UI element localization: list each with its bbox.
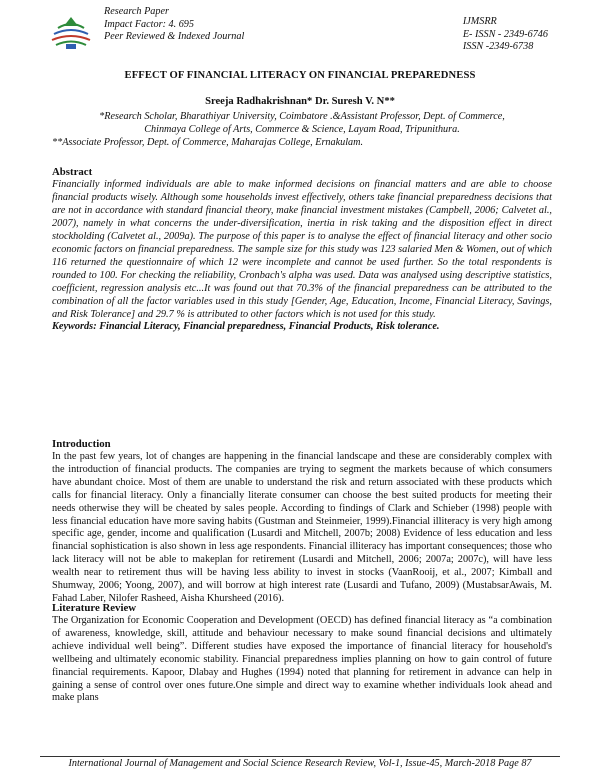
- footer-rule: [40, 756, 560, 757]
- abstract-heading: Abstract: [52, 166, 93, 178]
- header-eissn: E- ISSN - 2349-6746: [462, 28, 548, 40]
- introduction-heading: Introduction: [52, 438, 111, 450]
- abstract-body: [52, 179, 552, 334]
- keywords-line: Keywords: Financial Literacy, Financial preparedness, Financial Products, Risk tolerance.: [52, 321, 440, 333]
- affiliation-line-1a: *Research Scholar, Bharathiyar University, Coimbatore .&Assistant Professor, Dept. of Commerce,: [99, 111, 505, 122]
- journal-header-right: [463, 16, 548, 54]
- journal-logo-icon: [48, 14, 94, 52]
- header-journal-code: IJMSRR: [462, 16, 497, 27]
- abstract-text: Financially informed individuals are able to make informed decisions on financial matters and are able to choose financial products wisely. Although some households invest effectively, others take financial preparedness decisions that are not in accordance with standard financial theory, make financial investment mistakes (Campbell, 2006; Calvetet al., 2007), namely in what concerns the under-diversification, inertia in risk taking and the disposition effect in direct stockholding (Calvetet al., 2009a). The purpose of this paper is to analyse the effect of financial literacy and other socio economic factors on financial preparedness. The sample size for this study was 123 salaried Men & Women, out of which 116 returned the questionnaire of which 12 were incomplete and cannot be used further. So the total respondents is rounded to 100. For checking the reliability, Cronbach's alpha was used. Data was analysed using descriptive statistics, coefficient, regression analysis etc...It was found out that 70.3% of the financial preparedness can be attributed to the combination of all the factor variables used in this study [Gender, Age, Education, Income, Financial Literacy, Savings, and Risk Tolerance] and 29.7 % is attributed to other factors which is not used for this study.: [52, 179, 552, 320]
- header-peer-reviewed: Peer Reviewed & Indexed Journal: [104, 31, 245, 43]
- literature-review-heading: Literature Review: [52, 602, 137, 614]
- author-affiliations: [52, 110, 552, 149]
- paper-title: EFFECT OF FINANCIAL LITERACY ON FINANCIAL PREPAREDNESS: [124, 70, 476, 81]
- affiliation-line-2: **Associate Professor, Dept. of Commerce, Maharajas College, Ernakulam.: [52, 137, 364, 148]
- header-paper-type: Research Paper: [104, 6, 169, 17]
- header-impact-factor: Impact Factor: 4. 695: [104, 18, 194, 30]
- paper-authors: Sreeja Radhakrishnan* Dr. Suresh V. N**: [205, 96, 395, 107]
- page-footer: International Journal of Management and Social Science Research Review, Vol-1, Issue-45, March-2018 Page 87: [68, 758, 532, 769]
- literature-review-text: The Organization for Economic Cooperation and Development (OECD) has defined financial literacy as “a combination of awareness, knowledge, skill, attitude and behaviour necessary to make sound financial decisions and ultimately achieve individual well being”. Different studies have exposed the importance of financial literacy for household's wellbeing and ultimately economic stability. Financial preparedness implies planning on how to gain control of future financial requirements. Kapoor, Dlabay and Hughes (1994) noted that planning for retirement in advance can help in gaining a sense of control over ones future.One simple and direct way to examine whether individuals look ahead and make plans: [52, 615, 552, 704]
- journal-header-left: [104, 6, 244, 44]
- affiliation-line-1b: Chinmaya College of Arts, Commerce & Science, Layam Road, Tripunithura.: [144, 124, 460, 135]
- header-issn: ISSN -2349-6738: [462, 41, 534, 53]
- introduction-text: In the past few years, lot of changes are happening in the financial landscape and these are considerably complex with the introduction of financial products. The companies are trying to segment the markets because of which consumers have abundant choice. Most of them are unable to understand the risk and return associated with these products which calls for financial literacy. Only a financially literate consumer can choose the best suited products for meeting their needs otherwise they will be cheated by sales people. According to findings of Clark and Schieber (1998) people with less financial education have more saving habits (Gustman and Steinmeier, 1999).Financial illiteracy is very high among specific age, gender, income and qualification (Lusardi and Mitchell, 2007b; 2008) Evidence of less education and less financial sophistication is also shown in less age respondents. Financial illiteracy has important consequences; those who lack literacy will not be able to makeplan for retirement (Lusardi and Mitchell, 2006; 2007a; 2007c), will have less wealth near to retirement thus will be having less ability to invest in stocks (VaanRooij, et al., 2007; Kimball and Shumway, 2006; Yoong, 2007), and will borrow at high interest rate (Lusardi and Tufano, 2009) (MustabsarAwais, M. Fahad Laber, Nilofer Rasheed, Aisha Khursheed (2016).: [52, 451, 552, 604]
